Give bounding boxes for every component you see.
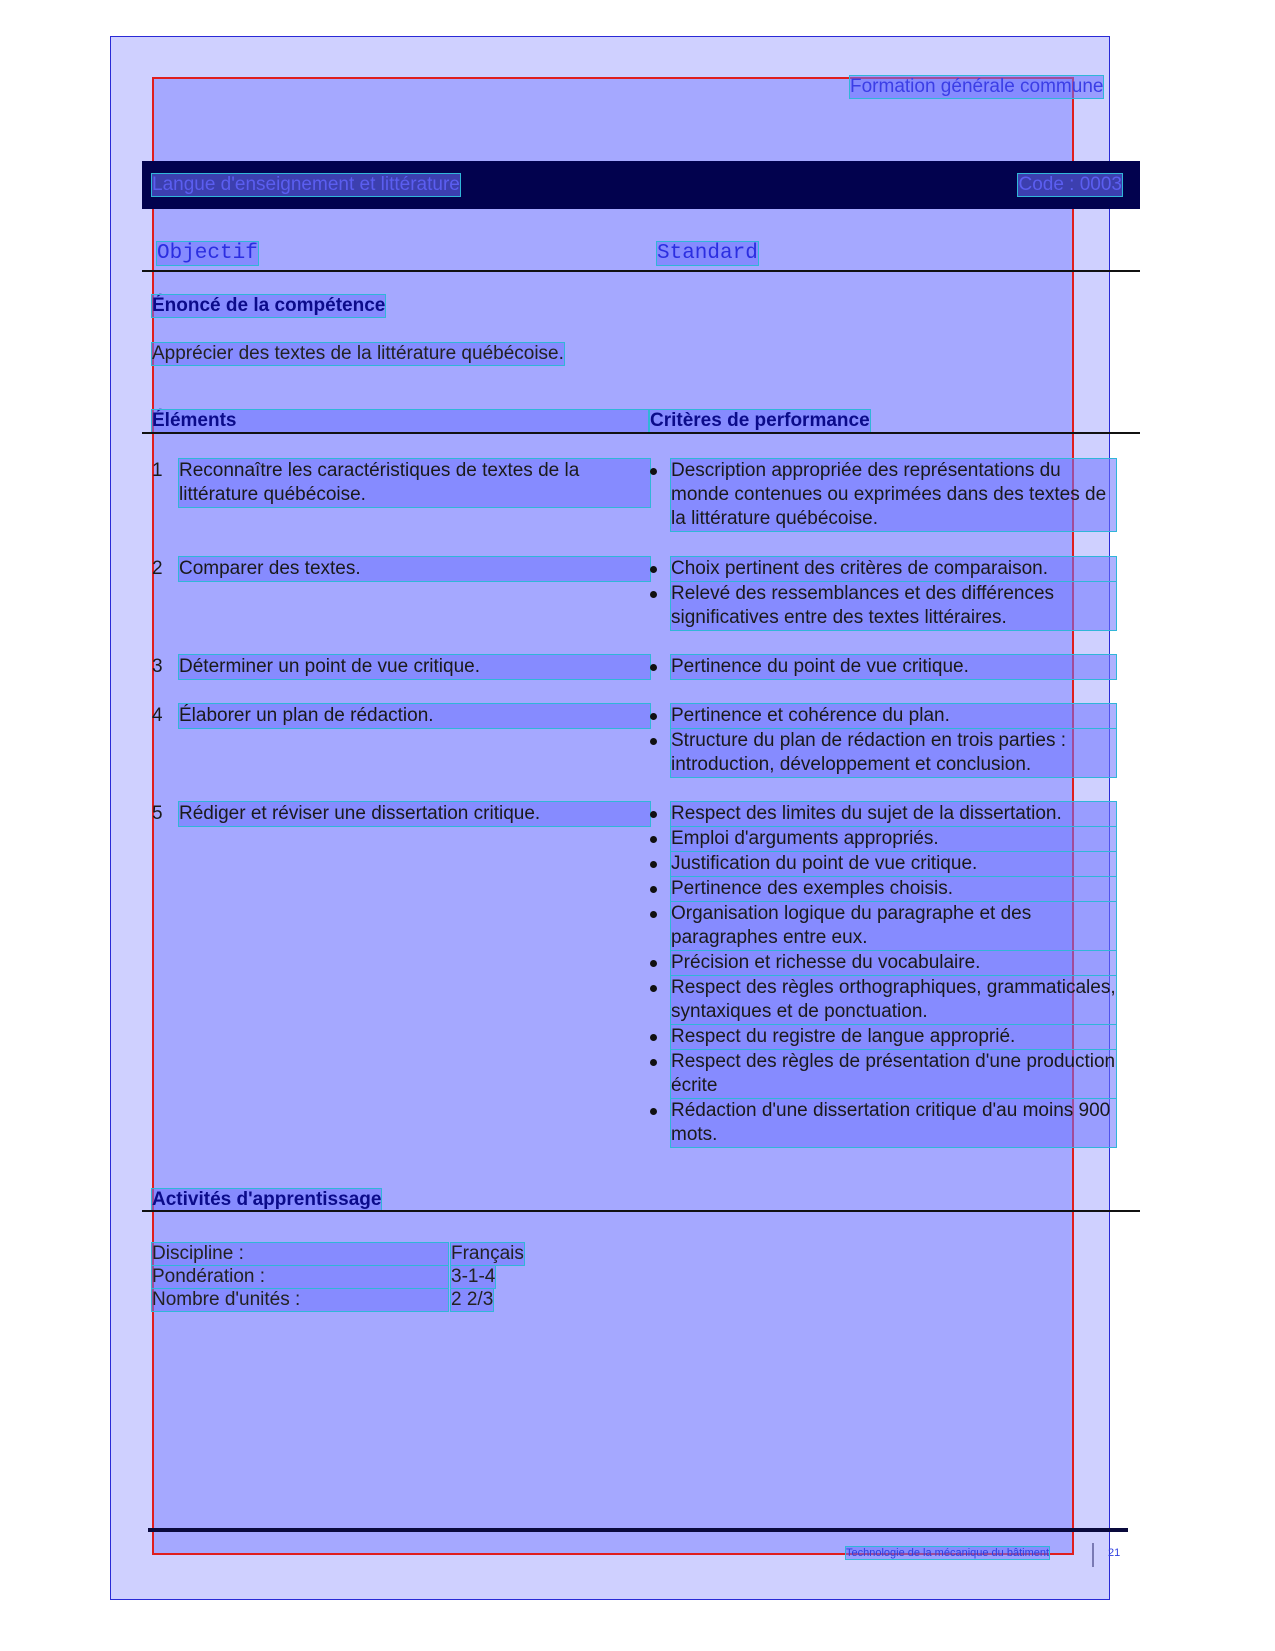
element-number: 5 xyxy=(152,803,163,824)
divider xyxy=(142,270,1140,272)
course-title: Langue d'enseignement et littérature xyxy=(152,174,460,195)
footer-program: Technologie de la mécanique du bâtiment xyxy=(846,1547,1050,1559)
discipline-value: Français xyxy=(451,1243,524,1264)
bullet-icon xyxy=(650,836,657,843)
criterion-text: Pertinence des exemples choisis. xyxy=(671,877,1116,901)
unites-value: 2 2/3 xyxy=(451,1289,494,1310)
bullet-icon xyxy=(650,960,657,967)
program-note: Formation générale commune xyxy=(850,76,1104,97)
element-number: 2 xyxy=(152,558,163,579)
footer-separator xyxy=(1092,1543,1094,1567)
criterion-text: Justification du point de vue critique. xyxy=(671,852,1116,876)
objectif-label: Objectif xyxy=(157,242,258,265)
bullet-icon xyxy=(650,811,657,818)
element-item xyxy=(152,704,650,728)
bullet-icon xyxy=(650,1034,657,1041)
discipline-label: Discipline : xyxy=(152,1243,448,1265)
element-text: Rédiger et réviser une dissertation critique. xyxy=(179,802,650,826)
footer-rule xyxy=(148,1528,1128,1532)
bullet-icon xyxy=(650,738,657,745)
element-text: Comparer des textes. xyxy=(179,557,650,581)
divider xyxy=(142,432,1140,434)
element-text: Déterminer un point de vue critique. xyxy=(179,655,650,679)
course-header-bar xyxy=(142,161,1140,209)
criterion-text: Structure du plan de rédaction en trois parties : introduction, développement et conclusion. xyxy=(671,729,1116,777)
criterion-text: Respect du registre de langue approprié. xyxy=(671,1025,1116,1049)
criterion-text: Respect des règles de présentation d'une production écrite xyxy=(671,1051,1116,1096)
divider xyxy=(142,1210,1140,1212)
ponderation-value: 3-1-4 xyxy=(451,1266,496,1287)
bullet-icon xyxy=(650,985,657,992)
criterion-text: Choix pertinent des critères de comparaison. xyxy=(671,557,1116,581)
enonce-text: Apprécier des textes de la littérature québécoise. xyxy=(152,343,564,364)
bullet-icon xyxy=(650,911,657,918)
criterion-text: Pertinence du point de vue critique. xyxy=(671,655,1116,679)
bullet-icon xyxy=(650,1059,657,1066)
course-code: Code : 0003 xyxy=(1018,174,1122,195)
criterion-text: Relevé des ressemblances et des différences significatives entre des textes littéraires. xyxy=(671,582,1116,630)
page-number: 21 xyxy=(1108,1547,1121,1559)
element-item xyxy=(152,557,650,581)
criterion-text: Précision et richesse du vocabulaire. xyxy=(671,951,1116,975)
bullet-icon xyxy=(650,591,657,598)
elements-heading: Éléments xyxy=(152,410,648,432)
bullet-icon xyxy=(650,468,657,475)
standard-label: Standard xyxy=(657,242,758,265)
element-text: Élaborer un plan de rédaction. xyxy=(179,704,650,728)
criterion-text: Rédaction d'une dissertation critique d'au moins 900 mots. xyxy=(671,1099,1116,1147)
element-number: 1 xyxy=(152,460,163,481)
bullet-icon xyxy=(650,861,657,868)
criteres-heading: Critères de performance xyxy=(650,410,870,431)
criterion-text: Emploi d'arguments appropriés. xyxy=(671,827,1116,851)
bullet-icon xyxy=(650,1108,657,1115)
bullet-icon xyxy=(650,713,657,720)
bullet-icon xyxy=(650,664,657,671)
element-number: 4 xyxy=(152,705,163,726)
criterion-text: Respect des règles orthographiques, grammaticales, syntaxiques et de ponctuation. xyxy=(671,977,1116,1022)
ponderation-label: Pondération : xyxy=(152,1266,448,1288)
unites-label: Nombre d'unités : xyxy=(152,1289,448,1311)
activites-heading: Activités d'apprentissage xyxy=(152,1189,382,1210)
element-item xyxy=(152,459,650,507)
enonce-heading: Énoncé de la compétence xyxy=(152,295,386,316)
bullet-icon xyxy=(650,566,657,573)
criterion-text: Description appropriée des représentations du monde contenues ou exprimées dans des textes de la littérature québécoise. xyxy=(671,459,1116,531)
criterion-text: Organisation logique du paragraphe et des paragraphes entre eux. xyxy=(671,902,1116,950)
element-item xyxy=(152,655,650,679)
element-item xyxy=(152,802,650,826)
criterion-text: Pertinence et cohérence du plan. xyxy=(671,704,1116,728)
element-text: Reconnaître les caractéristiques de textes de la littérature québécoise. xyxy=(179,459,650,507)
criterion-text: Respect des limites du sujet de la dissertation. xyxy=(671,802,1116,826)
element-number: 3 xyxy=(152,656,163,677)
bullet-icon xyxy=(650,886,657,893)
